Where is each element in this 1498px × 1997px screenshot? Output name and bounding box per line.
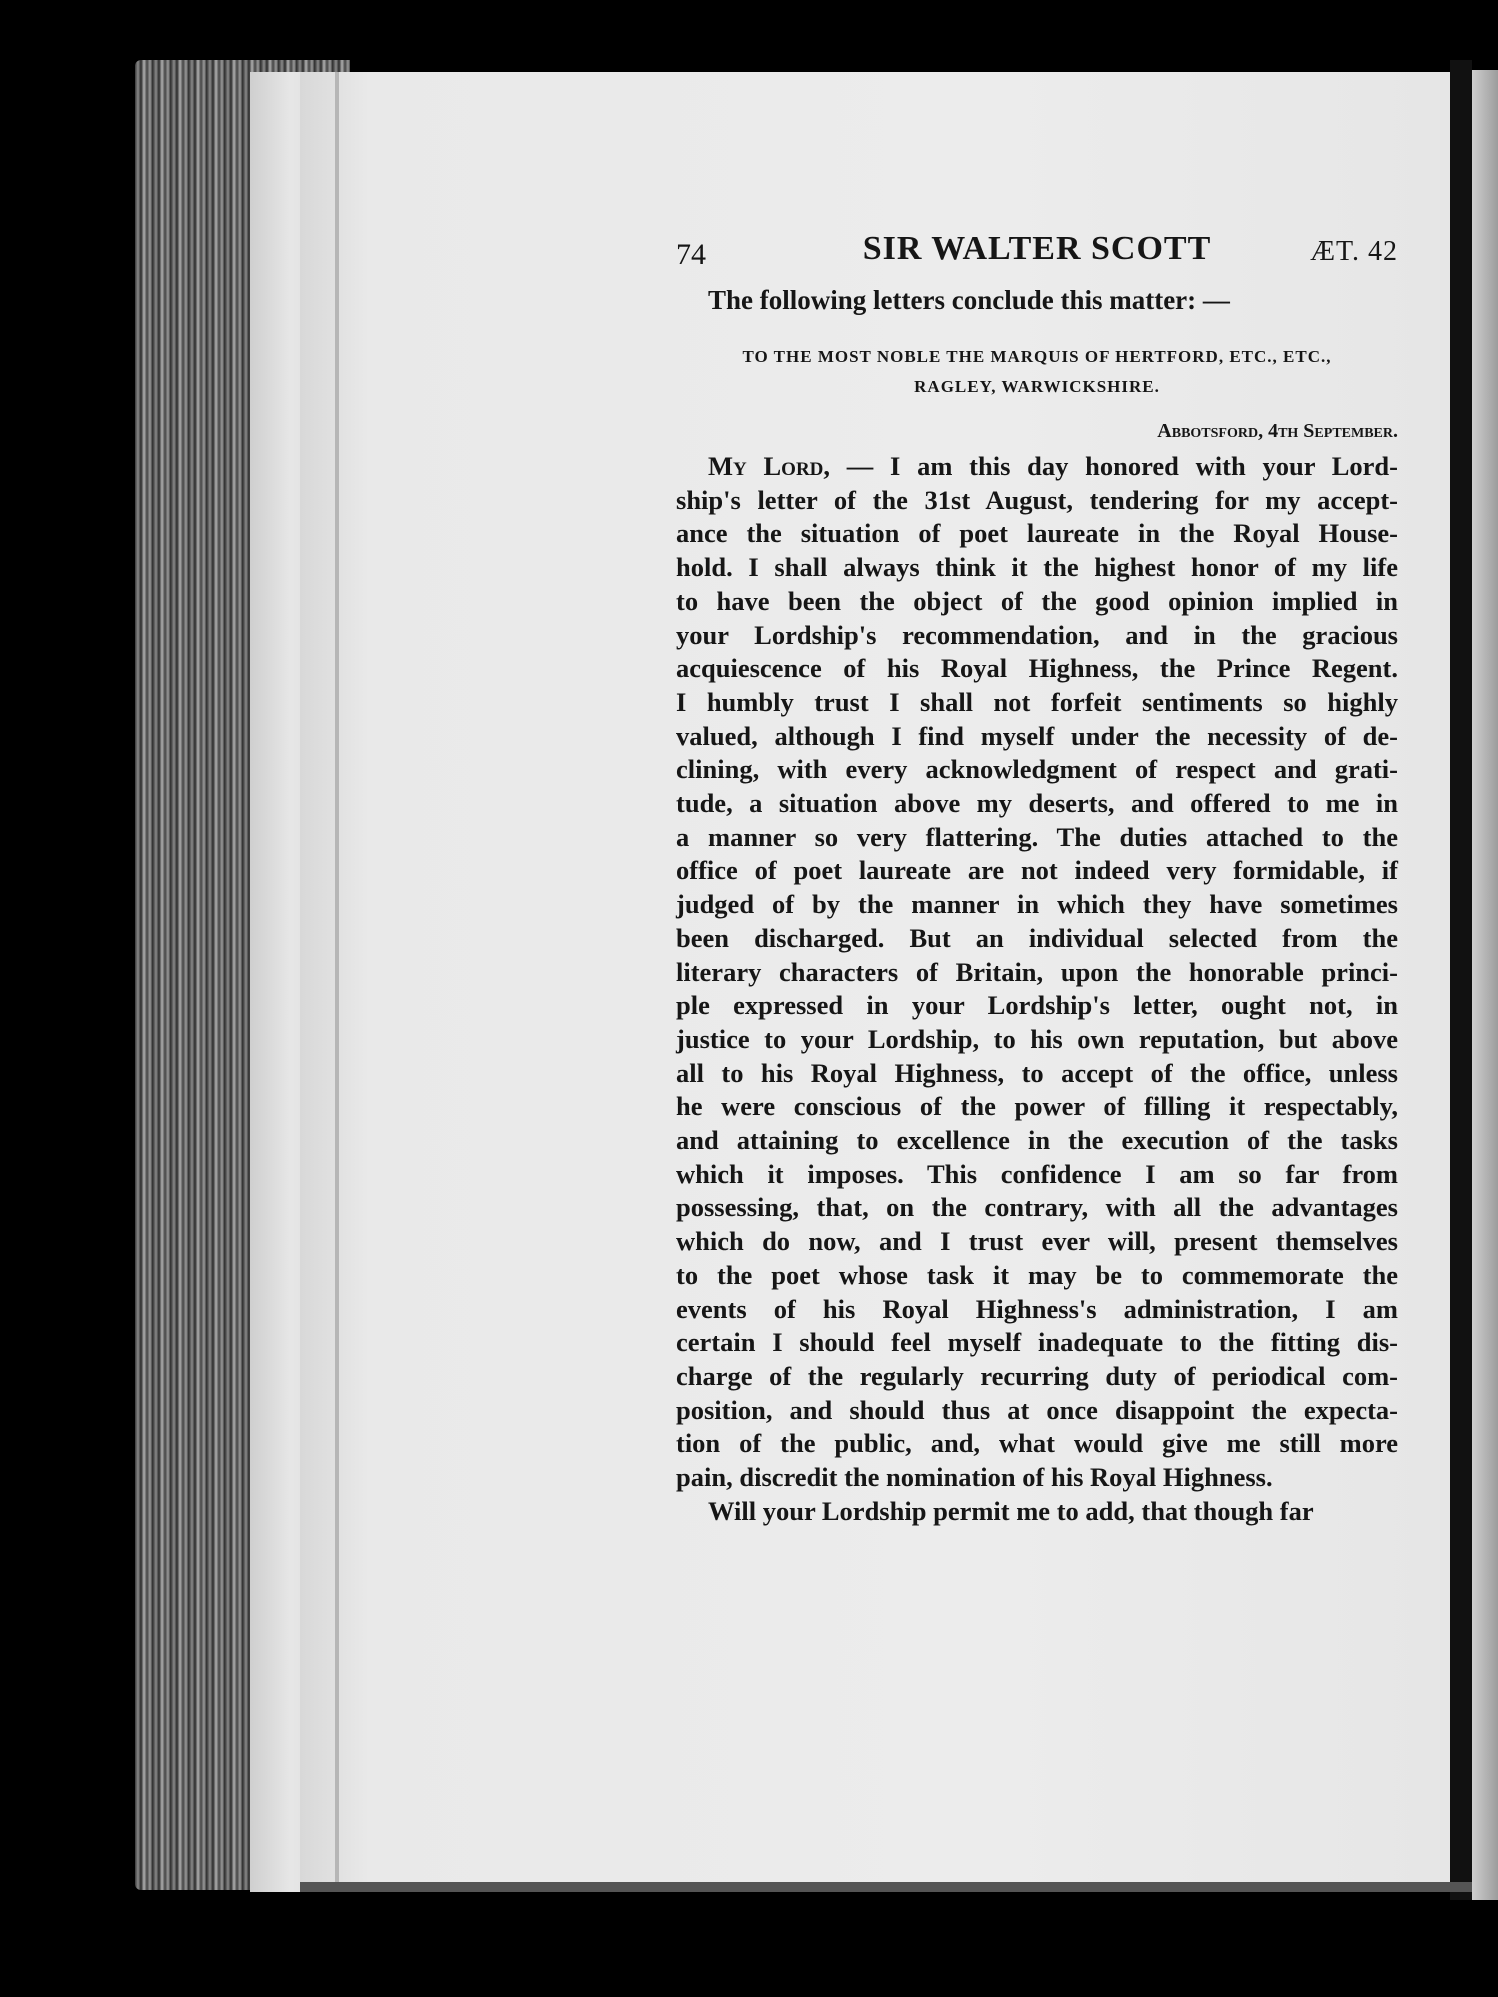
letter-line: office of poet laureate are not indeed very formidable, if [676,855,1398,886]
letter-line: to the poet whose task it may be to commemorate the [676,1259,1398,1290]
letter-line: and attaining to excellence in the execution of the tasks [676,1125,1398,1156]
intro-sentence: The following letters conclude this matter: — [708,285,1230,315]
letter-line: judged of by the manner in which they have sometimes [676,889,1398,920]
letter-line: your Lordship's recommendation, and in the gracious [676,619,1398,650]
letter-line: tude, a situation above my deserts, and offered to me in [676,788,1398,819]
letter-line: ance the situation of poet laureate in the Royal House- [676,518,1398,549]
running-head [676,230,1398,278]
letter-dateline: Abbotsford, 4th September. [1157,420,1398,442]
page-bottom-edge [300,1882,1472,1892]
letter-line: literary characters of Britain, upon the honorable princi- [676,956,1398,987]
letter-line: pain, discredit the nomination of his Royal Highness. [676,1462,1273,1493]
letter-line: acquiescence of his Royal Highness, the Prince Regent. [676,653,1398,684]
letter-address [676,342,1398,402]
letter-body [676,450,1398,1529]
letter-line: ship's letter of the 31st August, tendering for my accept- [676,484,1398,515]
letter-line: hold. I shall always think it the highest honor of my life [676,552,1398,583]
letter-line: which do now, and I trust ever will, present themselves [676,1226,1398,1257]
letter-line: tion of the public, and, what would give me still more [676,1428,1398,1459]
letter-line-text: — I am this day honored with your Lord- [830,451,1398,481]
letter-line: events of his Royal Highness's administration, I am [676,1293,1398,1324]
letter-line: justice to your Lordship, to his own reputation, but above [676,1023,1398,1054]
letter-line: a manner so very flattering. The duties attached to the [676,821,1398,852]
running-title: SIR WALTER SCOTT [862,230,1212,267]
address-line-2: RAGLEY, WARWICKSHIRE. [914,377,1160,396]
letter-salutation: My Lord, [708,451,831,481]
page-gutter-line [335,72,339,1882]
facing-page-shadow [1450,60,1472,1900]
text-block [676,230,1398,1529]
letter-line: which it imposes. This confidence I am so far from [676,1158,1398,1189]
letter-line: certain I should feel myself inadequate to the fitting dis- [676,1327,1398,1358]
letter-line [676,450,1398,484]
next-paragraph-line: Will your Lordship permit me to add, that though far [708,1495,1314,1526]
letter-line: clining, with every acknowledgment of respect and grati- [676,754,1398,785]
letter-line: position, and should thus at once disappoint the expecta- [676,1394,1398,1425]
letter-line: been discharged. But an individual selected from the [676,922,1398,953]
letter-line: ple expressed in your Lordship's letter, ought not, in [676,990,1398,1021]
address-line-1: TO THE MOST NOBLE THE MARQUIS OF HERTFORD, ETC., ETC., [742,347,1332,366]
age-marker: ÆT. 42 [1310,236,1398,267]
letter-line: charge of the regularly recurring duty of periodical com- [676,1360,1398,1391]
letter-line: possessing, that, on the contrary, with all the advantages [676,1192,1398,1223]
letter-line: I humbly trust I shall not forfeit sentiments so highly [676,686,1398,717]
letter-line: all to his Royal Highness, to accept of the office, unless [676,1057,1398,1088]
letter-line: valued, although I find myself under the necessity of de- [676,720,1398,751]
page-number: 74 [676,238,706,271]
letter-line: he were conscious of the power of filling it respectably, [676,1091,1398,1122]
facing-page-edge [1472,70,1498,1900]
letter-line: to have been the object of the good opinion implied in [676,585,1398,616]
